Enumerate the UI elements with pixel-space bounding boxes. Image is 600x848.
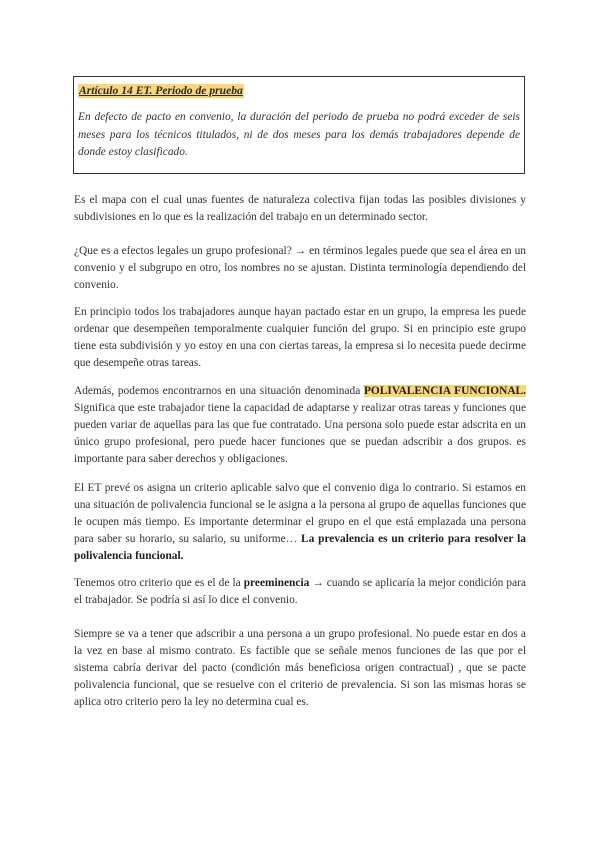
paragraph-4 [74, 383, 526, 468]
article-title: Artículo 14 ET. Periodo de prueba [79, 84, 243, 97]
article-text: En defecto de pacto en convenio, la duración del periodo de prueba no podrá exceder de seis meses para los técnicos titulados, ni de dos meses para los demás trabajadores depende de donde estoy clasificado. [78, 111, 520, 158]
paragraph-4-text-a: Además, podemos encontrarnos en una situación denominada [74, 385, 364, 397]
article-box [73, 76, 525, 174]
paragraph-5 [74, 480, 526, 565]
paragraph-3 [74, 304, 526, 372]
paragraph-5-text: El ET prevé os asigna un criterio aplicable salvo que el convenio diga lo contrario. Si estamos en una situación de polivalencia funcional se le asigna a la persona al grupo de aquellas funciones que le ocupen más tiempo. Es importante determinar el grupo en el que está emplazada una persona para saber su horario, su salario, su uniforme… [74, 482, 526, 545]
paragraph-6-text-b: → cuando se aplicaría la mejor condición para el trabajador. Se podría si así lo dice el convenio. [74, 577, 526, 606]
paragraph-2: ¿Que es a efectos legales un grupo profesional? → en términos legales puede que sea el área en un convenio y el subgrupo en otro, los nombres no se ajustan. Distinta terminología dependiendo del convenio. [74, 245, 526, 291]
paragraph-6-text-a: Tenemos otro criterio que es el de la [74, 577, 244, 589]
paragraph-6 [74, 575, 526, 609]
paragraph-1: Es el mapa con el cual unas fuentes de naturaleza colectiva fijan todas las posibles divisiones y subdivisiones en lo que es la realización del trabajo en un determinado sector. [74, 194, 526, 223]
prevalencia-bold: La prevalencia es un criterio para resolver la polivalencia funcional. [74, 533, 526, 562]
polivalencia-highlight: POLIVALENCIA FUNCIONAL. [363, 385, 526, 397]
paragraph-3-text: En principio todos los trabajadores aunque hayan pactado estar en un grupo, la empresa les puede ordenar que desempeñen temporalmente cualquier función del grupo. Si en principio este grupo tiene esta subdivisión y yo estoy en una con ciertas tareas, la empresa si lo necesita puede decirme que desempeñe otras tareas. [74, 306, 526, 369]
paragraph-7: Siempre se va a tener que adscribir a una persona a un grupo profesional. No puede estar en dos a la vez en base al mismo contrato. Es factible que se señale menos funciones de las que por el sistema cabría derivar del pacto (condición más beneficiosa origen contractual) , que se pacte polivalencia funcional, que se resuelve con el criterio de prevalencia. Si son las mismas horas se aplica otro criterio pero la ley no determina cual es. [74, 628, 526, 708]
paragraph-4-text-b: Significa que este trabajador tiene la capacidad de adaptarse y realizar otras tareas y funciones que pueden variar de aquellas para las que fue contratado. Una persona solo puede estar adscrita en un único grupo profesional, pero puede hacer funciones que se puedan adscribir a dos grupos. es importante para saber derechos y obligaciones. [74, 402, 526, 465]
preeminencia-bold: preeminencia [243, 577, 310, 589]
